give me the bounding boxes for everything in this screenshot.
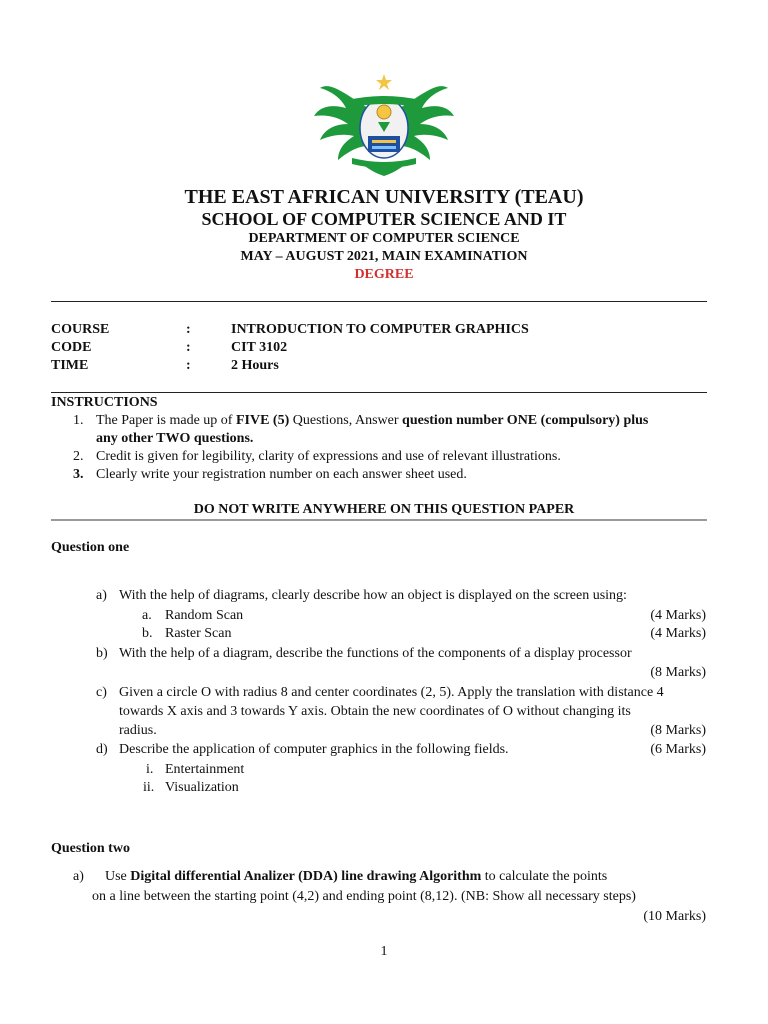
warning-divider: [51, 519, 707, 521]
degree-level: DEGREE: [354, 267, 414, 282]
q1d-sub-i-label: i.: [146, 762, 154, 777]
page-number: 1: [380, 944, 388, 959]
q1a-sub-b-label: b.: [142, 626, 153, 641]
q2a-marks: (10 Marks): [643, 909, 706, 924]
course-sep: :: [186, 322, 191, 337]
q1d-sub-ii-text: Visualization: [165, 780, 239, 795]
code-label: CODE: [51, 340, 92, 355]
instruction-2-num: 2.: [73, 449, 84, 464]
q1a-sub-a-label: a.: [142, 608, 152, 623]
q1a-label: a): [96, 588, 107, 603]
university-crest-icon: [312, 70, 456, 184]
q2a-label: a): [73, 869, 84, 884]
q1d-marks: (6 Marks): [650, 742, 706, 757]
instruction-2: Credit is given for legibility, clarity of expressions and use of relevant illustrations.: [96, 449, 561, 464]
q1d-text: Describe the application of computer graphics in the following fields.: [119, 742, 509, 757]
q1a-text: With the help of diagrams, clearly describe how an object is displayed on the screen using:: [119, 588, 627, 603]
q1b-text: With the help of a diagram, describe the functions of the components of a display processor: [119, 646, 632, 661]
instruction-3: Clearly write your registration number on each answer sheet used.: [96, 467, 467, 482]
instructions-heading: INSTRUCTIONS: [51, 395, 158, 410]
instruction-1: The Paper is made up of FIVE (5) Questions, Answer question number ONE (compulsory) plus: [96, 413, 649, 428]
time-label: TIME: [51, 358, 89, 373]
q2a-line1: Use Digital differential Analizer (DDA) line drawing Algorithm to calculate the points: [105, 869, 608, 884]
time-value: 2 Hours: [231, 358, 279, 373]
q1c-line3: radius.: [119, 723, 157, 738]
q1d-label: d): [96, 742, 108, 757]
university-name: THE EAST AFRICAN UNIVERSITY (TEAU): [184, 186, 584, 208]
instruction-3-num: 3.: [73, 467, 84, 482]
code-sep: :: [186, 340, 191, 355]
question-one-heading: Question one: [51, 540, 130, 555]
q1c-label: c): [96, 685, 107, 700]
time-sep: :: [186, 358, 191, 373]
q1d-sub-ii-label: ii.: [143, 780, 155, 795]
q1a-sub-a-text: Random Scan: [165, 608, 244, 623]
q1b-marks: (8 Marks): [650, 665, 706, 680]
exam-period: MAY – AUGUST 2021, MAIN EXAMINATION: [240, 249, 528, 264]
q1a-sub-b-text: Raster Scan: [165, 626, 232, 641]
q1c-marks: (8 Marks): [650, 723, 706, 738]
q1a-sub-a-marks: (4 Marks): [650, 608, 706, 623]
q1c-line1: Given a circle O with radius 8 and center coordinates (2, 5). Apply the translation with distance 4: [119, 685, 664, 700]
course-value: INTRODUCTION TO COMPUTER GRAPHICS: [231, 322, 529, 337]
q1d-sub-i-text: Entertainment: [165, 762, 245, 777]
course-label: COURSE: [51, 322, 110, 337]
q1a-sub-b-marks: (4 Marks): [650, 626, 706, 641]
q2a-line2: on a line between the starting point (4,2) and ending point (8,12). (NB: Show all necessary steps): [92, 889, 636, 904]
q1c-line2: towards X axis and 3 towards Y axis. Obtain the new coordinates of O without changing its: [119, 704, 631, 719]
header-divider: [51, 301, 707, 302]
instruction-1-num: 1.: [73, 413, 84, 428]
school-name: SCHOOL OF COMPUTER SCIENCE AND IT: [201, 209, 567, 229]
department-name: DEPARTMENT OF COMPUTER SCIENCE: [248, 231, 520, 246]
question-two-heading: Question two: [51, 841, 130, 856]
code-value: CIT 3102: [231, 340, 288, 355]
q1b-label: b): [96, 646, 108, 661]
warning-notice: DO NOT WRITE ANYWHERE ON THIS QUESTION PAPER: [193, 502, 575, 517]
course-divider: [51, 392, 707, 393]
instruction-1-cont: any other TWO questions.: [96, 431, 254, 446]
